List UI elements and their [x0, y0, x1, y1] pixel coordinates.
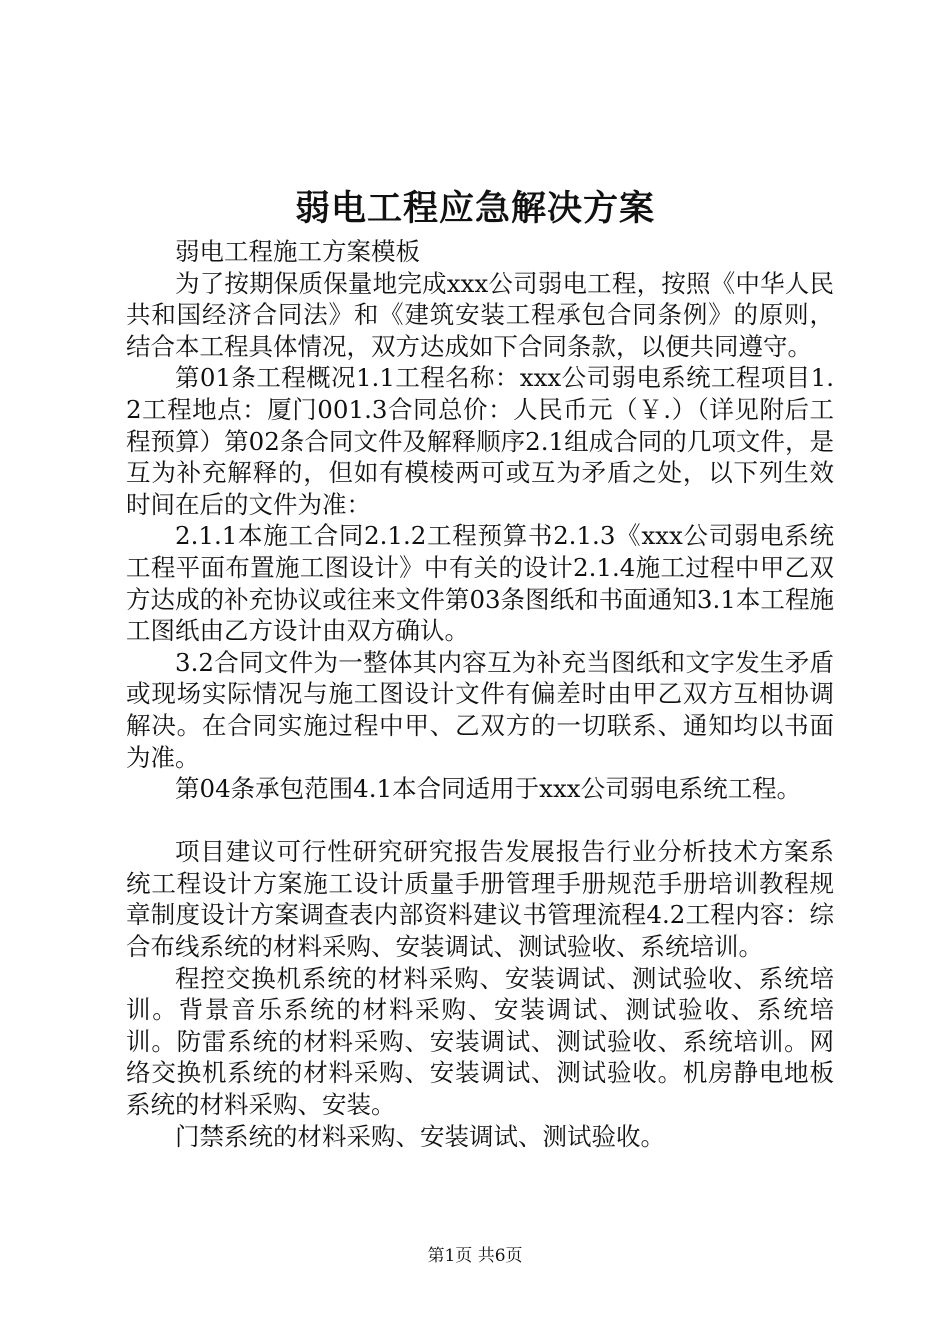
page-footer [0, 1244, 950, 1268]
paragraph-5: 3.2合同文件为一整体其内容互为补充当图纸和文字发生矛盾或现场实际情况与施工图设计文件有偏差时由甲乙双方互相协调解决。在合同实施过程中甲、乙双方的一切联系、通知均以书面为准。 [126, 647, 834, 772]
document-body [126, 236, 834, 1152]
paragraph-9: 门禁系统的材料采购、安装调试、测试验收。 [175, 1121, 665, 1151]
paragraph-7: 项目建议可行性研究研究报告发展报告行业分析技术方案系统工程设计方案施工设计质量手册管理手册规范手册培训教程规章制度设计方案调查表内部资料建议书管理流程4.2工程内容：综合布线系统的材料采购、安装调试、测试验收、系统培训。 [126, 837, 834, 962]
paragraph-6: 第04条承包范围4.1本合同适用于xxx公司弱电系统工程。 [175, 774, 802, 804]
page-total: 共6页 [477, 1246, 523, 1266]
paragraph-8: 程控交换机系统的材料采购、安装调试、测试验收、系统培训。背景音乐系统的材料采购、安装调试、测试验收、系统培训。防雷系统的材料采购、安装调试、测试验收、系统培训。网络交换机系统的材料采购、安装调试、测试验收。机房静电地板系统的材料采购、安装。 [126, 963, 834, 1120]
paragraph-3: 第01条工程概况1.1工程名称：xxx公司弱电系统工程项目1.2工程地点：厦门001.3合同总价：人民币元（￥.）（详见附后工程预算）第02条合同文件及解释顺序2.1组成合同的几项文件，是互为补充解释的，但如有模棱两可或互为矛盾之处，以下列生效时间在后的文件为准： [126, 363, 834, 519]
paragraph-4: 2.1.1本施工合同2.1.2工程预算书2.1.3《xxx公司弱电系统工程平面布置施工图设计》中有关的设计2.1.4施工过程中甲乙双方达成的补充协议或往来文件第03条图纸和书面通知3.1本工程施工图纸由乙方设计由双方确认。 [126, 521, 834, 646]
page-number: 第1页 [427, 1246, 473, 1266]
document-title: 弱电工程应急解决方案 [294, 188, 655, 229]
paragraph-1: 弱电工程施工方案模板 [175, 237, 420, 266]
paragraph-2: 为了按期保质保量地完成xxx公司弱电工程，按照《中华人民共和国经济合同法》和《建筑安装工程承包合同条例》的原则，结合本工程具体情况，双方达成如下合同条款，以便共同遵守。 [126, 268, 834, 361]
